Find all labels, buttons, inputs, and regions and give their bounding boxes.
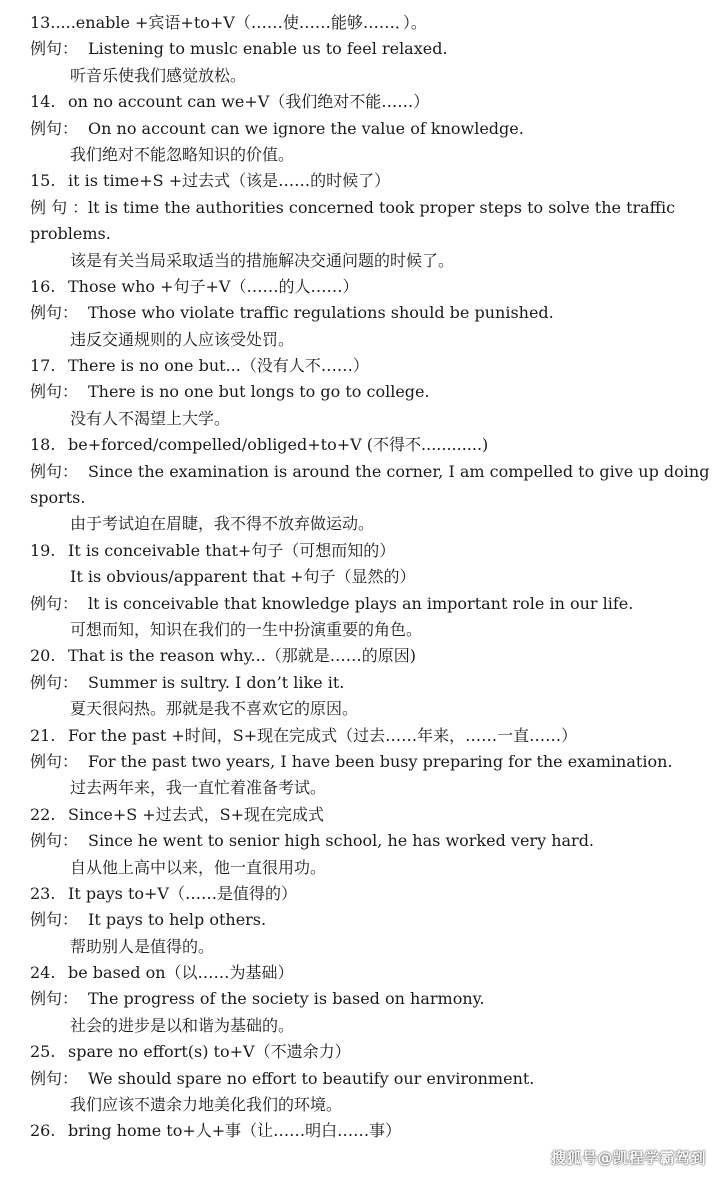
translation-text: 我们绝对不能忽略知识的价值。 <box>70 144 295 164</box>
example-text: Those who violate traffic regulations should be punished. <box>88 303 554 323</box>
pattern-text: on no account can we+V（我们绝对不能……） <box>68 92 430 112</box>
pattern-heading <box>0 960 720 986</box>
example-label: 例句： <box>30 910 79 930</box>
pattern-text: be based on（以……为基础） <box>68 963 294 983</box>
pattern-number: 24. <box>30 963 56 983</box>
pattern-number: 26. <box>30 1121 56 1141</box>
example-sentence <box>0 986 720 1012</box>
pattern-number: 14. <box>30 92 56 112</box>
pattern-text: spare no effort(s) to+V（不遗余力） <box>68 1042 351 1062</box>
example-sentence <box>0 459 720 485</box>
translation <box>0 696 720 722</box>
translation <box>0 1092 720 1118</box>
pattern-number: 25. <box>30 1042 56 1062</box>
pattern-number: 15. <box>30 171 56 191</box>
example-text: lt is time the authorities concerned took proper steps to solve the traffic <box>88 197 676 217</box>
example-label: 例句： <box>30 831 79 851</box>
example-label: 例句： <box>30 751 79 771</box>
translation <box>0 934 720 960</box>
pattern-number: 16. <box>30 276 56 296</box>
example-text: It pays to help others. <box>88 910 267 930</box>
pattern-number: 17. <box>30 356 56 376</box>
example-sentence <box>0 828 720 854</box>
translation-text: 由于考试迫在眉睫，我不得不放弃做运动。 <box>70 514 375 534</box>
pattern-text: There is no one but...（没有人不……） <box>68 356 369 376</box>
example-label: 例句： <box>30 118 79 138</box>
translation <box>0 511 720 537</box>
example-label: 例句： <box>30 989 79 1009</box>
translation-text: 帮助别人是值得的。 <box>70 936 215 956</box>
example-label: 例句： <box>30 382 79 402</box>
translation-text: 可想而知，知识在我们的一生中扮演重要的角色。 <box>70 619 423 639</box>
example-text: The progress of the society is based on harmony. <box>88 989 485 1009</box>
example-label: 例句： <box>30 672 79 692</box>
example-text: lt is conceivable that knowledge plays an important role in our life. <box>88 593 634 613</box>
example-sentence <box>0 195 720 221</box>
example-text: On no account can we ignore the value of knowledge. <box>88 118 524 138</box>
pattern-text: be+forced/compelled/obliged+to+V (不得不............) <box>68 435 489 455</box>
pattern-heading <box>0 432 720 458</box>
translation <box>0 1013 720 1039</box>
example-text: Summer is sultry. I don’t like it. <box>88 672 345 692</box>
pattern-heading <box>0 643 720 669</box>
pattern-heading <box>0 274 720 300</box>
pattern-text: bring home to+人+事（让……明白……事） <box>68 1121 402 1141</box>
example-label: 例句： <box>30 303 79 323</box>
example-cont-text: sports. <box>30 488 86 508</box>
source-watermark: 搜狐号@凯程学霸驾到 <box>550 1149 706 1167</box>
translation-text: 自从他上高中以来，他一直很用功。 <box>70 857 327 877</box>
example-text: There is no one but longs to go to college. <box>88 382 430 402</box>
translation-text: 过去两年来，我一直忙着准备考试。 <box>70 778 327 798</box>
example-sentence <box>0 591 720 617</box>
pattern-number: 23. <box>30 883 56 903</box>
translation-text: 该是有关当局采取适当的措施解决交通问题的时候了。 <box>70 250 455 270</box>
pattern-number: 18. <box>30 435 56 455</box>
pattern-heading <box>0 10 720 36</box>
example-label: 例句： <box>30 39 79 59</box>
example-sentence <box>0 36 720 62</box>
pattern-number: 21. <box>30 725 56 745</box>
pattern-text: For the past +时间，S+现在完成式（过去……年来，……一直……） <box>68 725 578 745</box>
pattern-heading <box>0 1039 720 1065</box>
pattern-heading <box>0 353 720 379</box>
pattern-heading <box>0 881 720 907</box>
translation-text: 社会的进步是以和谐为基础的。 <box>70 1015 295 1035</box>
pattern-heading <box>0 802 720 828</box>
translation <box>0 142 720 168</box>
example-text: Listening to muslc enable us to feel relaxed. <box>88 39 448 59</box>
document-body <box>0 10 720 1145</box>
translation <box>0 406 720 432</box>
translation <box>0 327 720 353</box>
translation <box>0 775 720 801</box>
example-sentence <box>0 116 720 142</box>
translation-text: 违反交通规则的人应该受处罚。 <box>70 329 295 349</box>
pattern-number: 22. <box>30 804 56 824</box>
example-label: 例 句 ： <box>30 197 89 217</box>
pattern-heading <box>0 168 720 194</box>
example-sentence <box>0 907 720 933</box>
translation <box>0 248 720 274</box>
example-label: 例句： <box>30 1068 79 1088</box>
translation-text: 夏天很闷热。那就是我不喜欢它的原因。 <box>70 699 359 719</box>
example-sentence <box>0 749 720 775</box>
translation-text: 听音乐使我们感觉放松。 <box>70 65 247 85</box>
example-text: Since he went to senior high school, he has worked very hard. <box>88 831 595 851</box>
pattern-heading <box>0 89 720 115</box>
pattern-alt-text: It is obvious/apparent that +句子（显然的） <box>70 567 416 587</box>
example-cont-text: problems. <box>30 224 111 244</box>
translation <box>0 617 720 643</box>
pattern-heading-alt <box>0 564 720 590</box>
pattern-number: 20. <box>30 646 56 666</box>
pattern-text: enable +宾语+to+V（……使……能够……．）。 <box>75 13 427 32</box>
pattern-heading <box>0 1118 720 1144</box>
pattern-text: It is conceivable that+句子（可想而知的） <box>68 540 396 560</box>
example-sentence <box>0 300 720 326</box>
pattern-number: 13..... <box>30 13 76 32</box>
example-continuation <box>0 221 720 247</box>
translation-text: 没有人不渴望上大学。 <box>70 408 231 428</box>
pattern-text: Those who +句子+V（……的人……） <box>68 276 359 296</box>
translation <box>0 63 720 89</box>
pattern-text: It pays to+V（……是值得的） <box>68 883 297 903</box>
pattern-heading <box>0 723 720 749</box>
example-text: For the past two years, I have been busy preparing for the examination. <box>88 751 673 771</box>
example-sentence <box>0 379 720 405</box>
pattern-text: Since+S +过去式，S+现在完成式 <box>68 804 325 824</box>
translation <box>0 855 720 881</box>
translation-text: 我们应该不遗余力地美化我们的环境。 <box>70 1095 343 1115</box>
example-text: We should spare no effort to beautify our environment. <box>88 1068 535 1088</box>
pattern-number: 19. <box>30 540 56 560</box>
pattern-text: it is time+S +过去式（该是……的时候了） <box>68 171 391 191</box>
example-text: Since the examination is around the corner, I am compelled to give up doing <box>88 461 710 481</box>
pattern-text: That is the reason why...（那就是……的原因) <box>68 646 417 666</box>
pattern-heading <box>0 538 720 564</box>
example-sentence <box>0 1066 720 1092</box>
example-sentence <box>0 670 720 696</box>
example-continuation <box>0 485 720 511</box>
example-label: 例句： <box>30 593 79 613</box>
example-label: 例句： <box>30 461 79 481</box>
